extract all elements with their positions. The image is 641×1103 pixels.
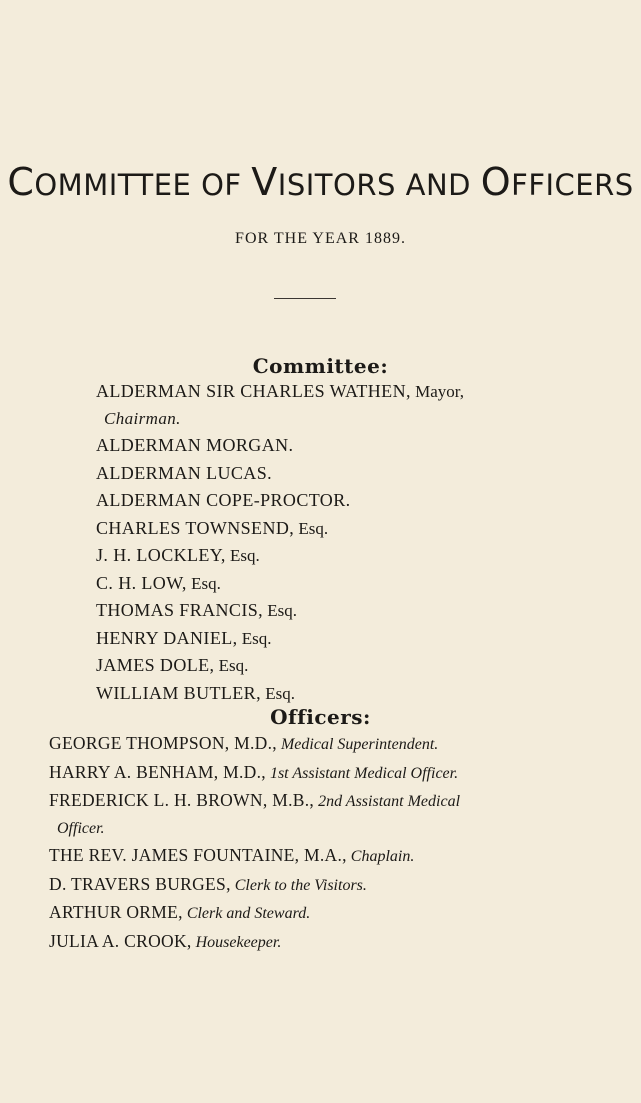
officers-list — [49, 730, 460, 956]
member-name: THOMAS FRANCIS, — [96, 600, 264, 620]
officers-heading: Officers: — [270, 705, 371, 729]
title-cap-o: O — [480, 160, 512, 204]
title-part-fficers: FFICERS — [511, 168, 634, 202]
title-cap-c: C — [7, 160, 35, 204]
member-note: Chairman. — [104, 408, 181, 428]
officer-name: ARTHUR ORME, — [49, 902, 183, 922]
member-name: JAMES DOLE, — [96, 655, 215, 675]
officer-name: FREDERICK L. H. BROWN, M.B., — [49, 790, 315, 810]
title-cap-v: V — [251, 160, 278, 204]
officer-entry — [49, 899, 460, 928]
officer-entry — [49, 842, 460, 871]
officer-entry — [49, 759, 460, 788]
member-name: CHARLES TOWNSEND, — [96, 517, 295, 538]
committee-member — [96, 625, 464, 653]
committee-member — [96, 542, 464, 570]
member-name: ALDERMAN MORGAN. — [96, 435, 294, 455]
member-name: ALDERMAN LUCAS. — [96, 462, 273, 483]
title-part-ommittee: OMMITTEE OF — [34, 168, 252, 202]
officer-entry — [49, 787, 460, 842]
page-subtitle: FOR THE YEAR 1889. — [235, 230, 406, 247]
officer-role: Clerk and Steward. — [182, 905, 311, 922]
member-name: ALDERMAN COPE-PROCTOR. — [96, 490, 351, 510]
member-suffix: Esq. — [237, 628, 272, 648]
officer-role: Clerk to the Visitors. — [230, 876, 367, 894]
committee-member — [96, 378, 464, 432]
page-title — [0, 160, 641, 204]
committee-list — [96, 378, 464, 707]
member-name: HENRY DANIEL, — [96, 627, 238, 648]
member-suffix: Esq. — [263, 601, 298, 620]
divider-rule — [274, 298, 336, 299]
officer-name: THE REV. JAMES FOUNTAINE, M.A., — [49, 845, 347, 865]
member-name: WILLIAM BUTLER, — [96, 682, 261, 703]
officer-name: JULIA A. CROOK, — [49, 930, 192, 951]
officer-name: HARRY A. BENHAM, M.D., — [49, 761, 266, 782]
committee-member — [96, 570, 464, 598]
committee-member — [96, 515, 464, 543]
officer-role: 1st Assistant Medical Officer. — [265, 764, 459, 782]
member-suffix: Esq. — [294, 518, 329, 538]
officer-role: Chaplain. — [346, 848, 415, 865]
committee-member — [96, 652, 464, 680]
committee-member — [96, 487, 464, 515]
officer-role: Housekeeper. — [191, 933, 282, 951]
committee-member — [96, 432, 464, 460]
officer-name: GEORGE THOMPSON, M.D., — [49, 733, 277, 753]
member-suffix: Esq. — [260, 683, 295, 703]
officer-role: 2nd Assistant Medical — [314, 793, 461, 810]
member-name: J. H. LOCKLEY, — [96, 545, 226, 565]
officer-name: D. TRAVERS BURGES, — [49, 873, 231, 894]
member-name: ALDERMAN SIR CHARLES WATHEN, — [96, 381, 411, 401]
committee-heading: Committee: — [252, 354, 389, 378]
committee-member — [96, 460, 464, 488]
member-suffix: Esq. — [225, 546, 260, 565]
officer-role: Medical Superintendent. — [276, 736, 439, 753]
member-suffix: Mayor, — [410, 382, 465, 401]
title-part-isitors: ISITORS AND — [277, 168, 481, 202]
member-name: C. H. LOW, — [96, 572, 187, 593]
officer-entry — [49, 928, 460, 957]
member-suffix: Esq. — [214, 656, 249, 675]
officer-entry — [49, 730, 460, 759]
officer-role-continued: Officer. — [57, 819, 105, 837]
member-suffix: Esq. — [186, 573, 221, 593]
committee-member — [96, 597, 464, 625]
officer-entry — [49, 871, 460, 900]
committee-member — [96, 680, 464, 708]
